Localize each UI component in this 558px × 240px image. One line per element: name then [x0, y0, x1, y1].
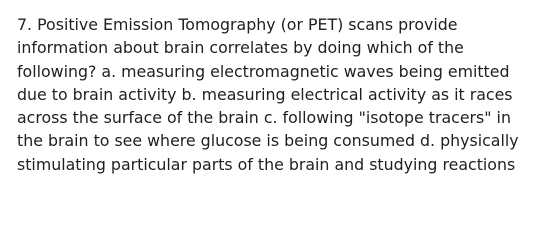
question-line: 7. Positive Emission Tomography (or PET) scans provide	[17, 15, 458, 34]
question-line: across the surface of the brain c. following "isotope tracers" in	[17, 108, 511, 128]
question-line: the brain to see where glucose is being consumed d. physically	[17, 131, 519, 151]
question-text	[17, 13, 552, 176]
question-line: following? a. measuring electromagnetic waves being emitted	[17, 61, 510, 81]
question-line: due to brain activity b. measuring electrical activity as it races	[17, 84, 513, 104]
question-line: stimulating particular parts of the brain and studying reactions	[17, 154, 516, 174]
question-line: information about brain correlates by doing which of the	[17, 38, 464, 58]
